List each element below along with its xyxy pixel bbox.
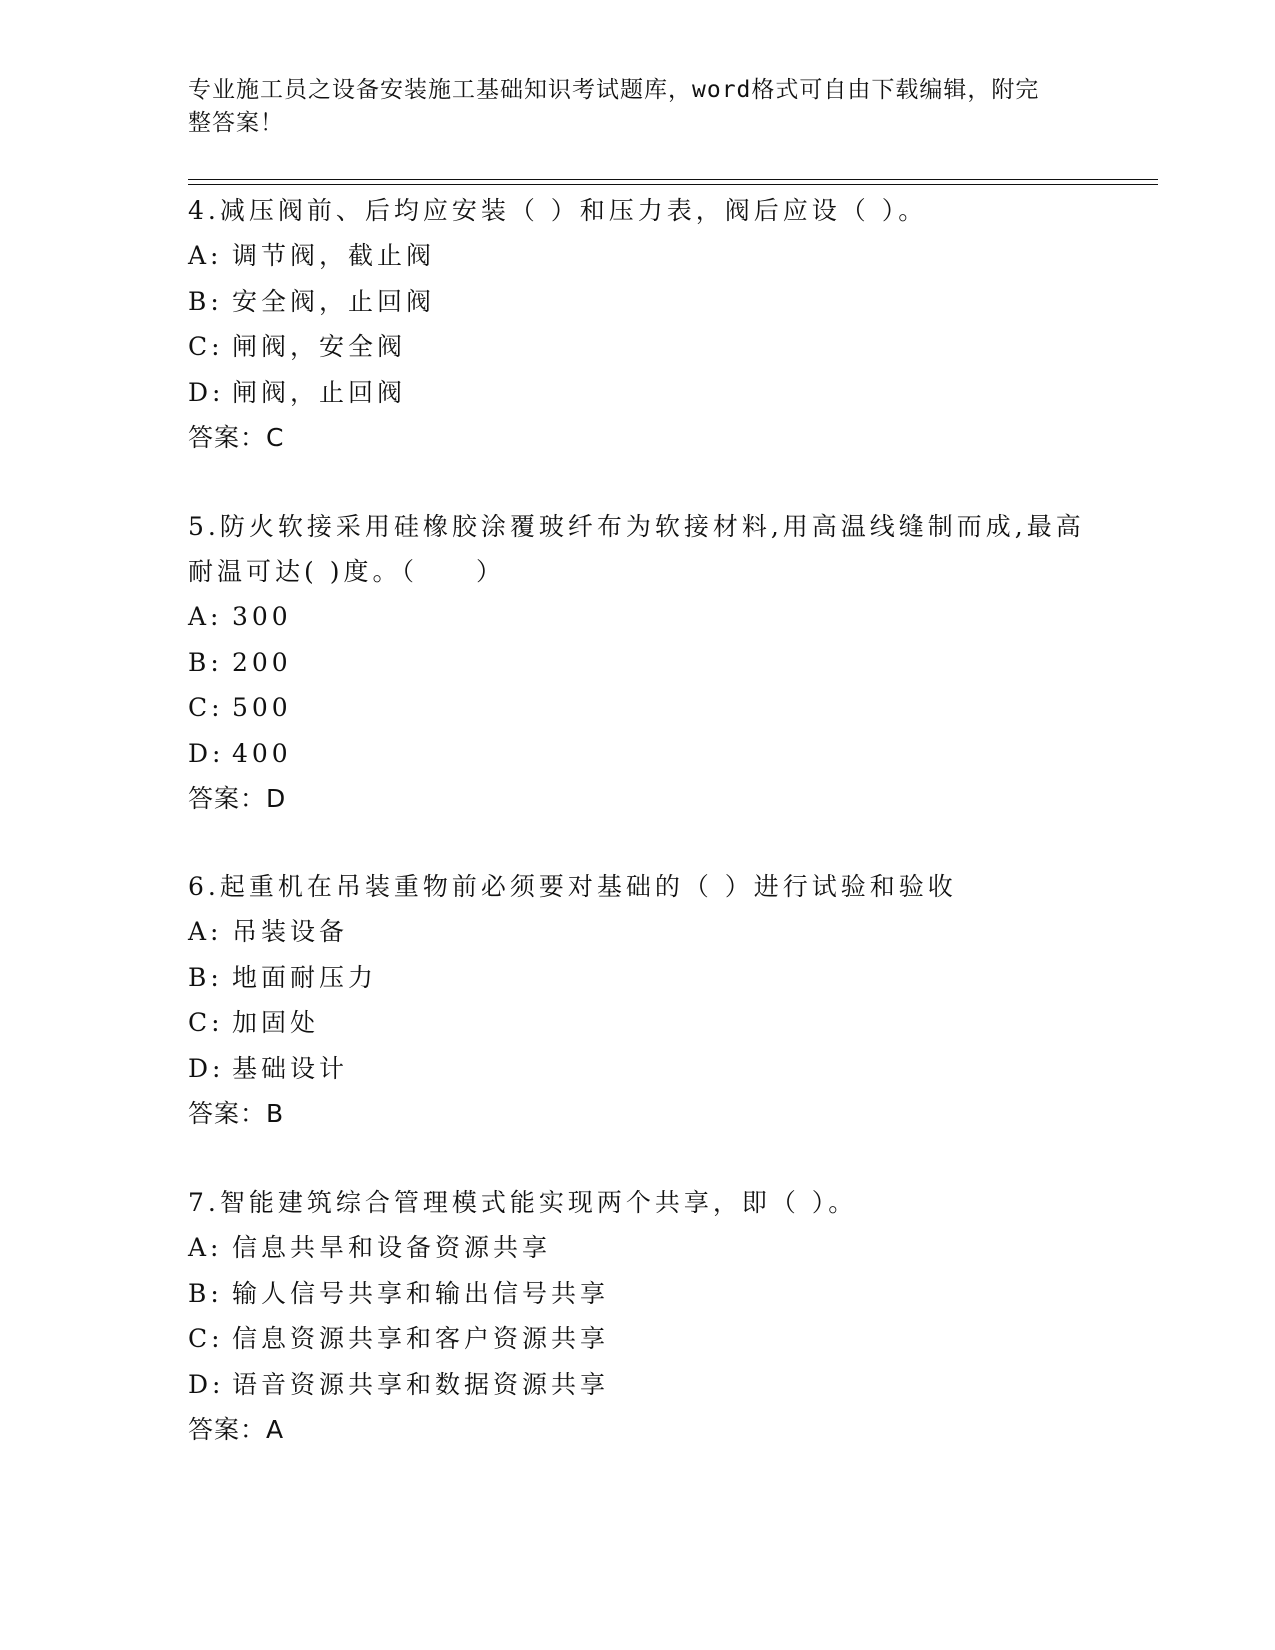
- option-text: 调节阀，截止阀: [232, 241, 436, 270]
- option-text: 500: [232, 693, 292, 722]
- option-letter: A:: [188, 241, 223, 270]
- option-text: 闸阀，止回阀: [232, 377, 407, 407]
- option-text: 闸阀，安全阀: [232, 332, 407, 361]
- option-text: 安全阀，止回阀: [232, 286, 436, 316]
- option-letter: B:: [188, 647, 223, 677]
- option-d: [188, 731, 1088, 777]
- option-letter: A:: [188, 1233, 223, 1262]
- question-4: [188, 188, 1088, 461]
- answer-label: 答案：B: [188, 1099, 285, 1128]
- option-text: 信息共旱和设备资源共享: [232, 1233, 552, 1262]
- option-letter: D:: [188, 377, 225, 407]
- option-letter: B:: [188, 1278, 223, 1308]
- header-divider-top: [188, 179, 1158, 180]
- option-letter: B:: [188, 962, 223, 992]
- header-divider-bottom: [188, 184, 1158, 185]
- document-header: [188, 74, 1068, 140]
- question-text: 7.智能建筑综合管理模式能实现两个共享，即（ ）。: [188, 1188, 858, 1217]
- question-text: 5.防火软接采用硅橡胶涂覆玻纤布为软接材料,用高温线缝制而成,最高耐温可达( )度。（ ）: [188, 512, 1085, 586]
- question-text: 6.起重机在吊装重物前必须要对基础的（ ）进行试验和验收: [188, 872, 957, 901]
- option-b: [188, 955, 1088, 1001]
- option-a: [188, 1225, 1088, 1271]
- option-letter: C:: [188, 1324, 224, 1353]
- option-letter: A:: [188, 917, 223, 946]
- option-letter: C:: [188, 693, 224, 722]
- option-letter: B:: [188, 286, 223, 316]
- header-title-line-1: 专业施工员之设备安装施工基础知识考试题库，word格式可自由下载编辑，附完: [188, 77, 1040, 103]
- option-letter: C:: [188, 332, 224, 361]
- question-6: [188, 864, 1088, 1137]
- option-text: 200: [232, 647, 292, 677]
- option-c: [188, 324, 1088, 370]
- answer-label: 答案：A: [188, 1415, 285, 1444]
- option-b: [188, 279, 1088, 325]
- option-letter: A:: [188, 602, 223, 631]
- answer-label: 答案：C: [188, 423, 285, 452]
- option-letter: D:: [188, 1053, 225, 1083]
- option-c: [188, 1000, 1088, 1046]
- option-c: [188, 685, 1088, 731]
- option-text: 地面耐压力: [232, 962, 378, 992]
- option-text: 400: [232, 738, 292, 768]
- option-a: [188, 233, 1088, 279]
- option-c: [188, 1316, 1088, 1362]
- option-text: 300: [232, 602, 292, 631]
- option-a: [188, 909, 1088, 955]
- option-letter: D:: [188, 738, 225, 768]
- question-5: [188, 504, 1088, 822]
- option-d: [188, 1046, 1088, 1092]
- option-d: [188, 1362, 1088, 1408]
- option-a: [188, 594, 1088, 640]
- option-letter: D:: [188, 1369, 225, 1399]
- question-7: [188, 1180, 1088, 1453]
- option-text: 基础设计: [232, 1053, 349, 1083]
- option-text: 吊装设备: [232, 917, 349, 946]
- option-letter: C:: [188, 1008, 224, 1037]
- option-text: 输人信号共享和输出信号共享: [232, 1278, 610, 1308]
- option-d: [188, 370, 1088, 416]
- header-title-line-2: 整答案！: [188, 110, 284, 136]
- option-b: [188, 1271, 1088, 1317]
- option-b: [188, 640, 1088, 686]
- option-text: 语音资源共享和数据资源共享: [232, 1369, 610, 1399]
- answer-label: 答案：D: [188, 784, 287, 813]
- question-text: 4.减压阀前、后均应安装（ ）和压力表，阀后应设（ ）。: [188, 196, 928, 225]
- option-text: 加固处: [232, 1008, 320, 1037]
- option-text: 信息资源共享和客户资源共享: [232, 1324, 610, 1353]
